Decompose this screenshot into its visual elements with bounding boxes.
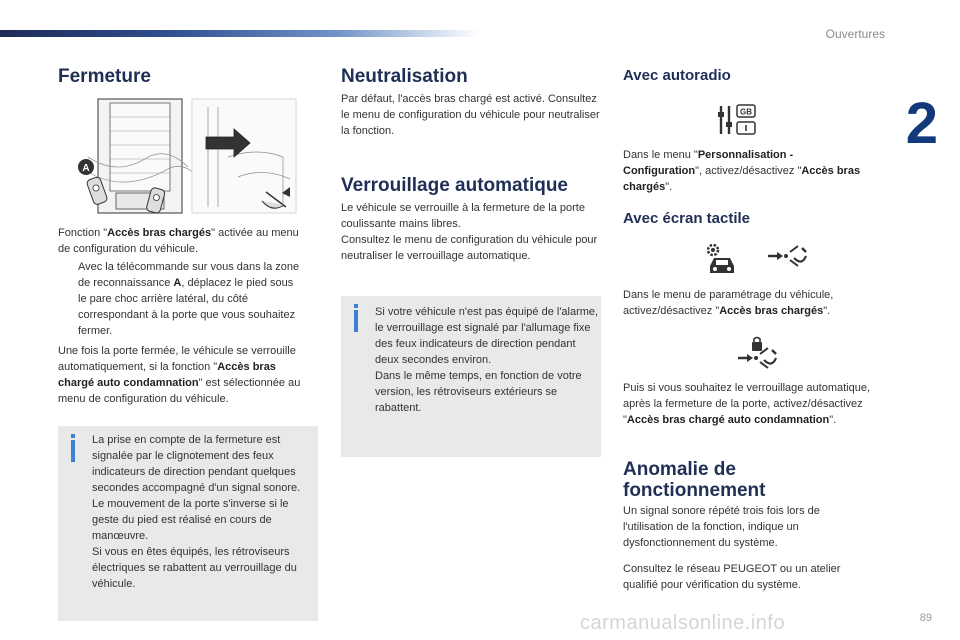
info-text-fermeture: La prise en compte de la fermeture est signalée par le clignotement des feux indicateurs de direction pendant quelques secondes accompagné d'un signal sonore. Le mouvement de la porte s'inverse si le geste du pied est réalisé en cours de manœuvre. Si vous en êtes équipés, les rétroviseurs électriques se rabattent au verrouillage du véhicule. — [92, 434, 301, 590]
anomalie-text: Un signal sonore répété trois fois lors de l'utilisation de la fonction, indique un dysfonctionnement du système. — [623, 505, 820, 549]
page-number: 89 — [919, 612, 932, 624]
neutralisation-text: Par défaut, l'accès bras chargé est activé. Consultez le menu de configuration du véhicule pour neutraliser la fonction. — [341, 93, 600, 137]
ecran-tactile-heading: Avec écran tactile — [623, 210, 751, 227]
fermeture-heading: Fermeture — [58, 66, 151, 87]
fermeture-intro: Fonction "Accès bras chargés" activée au menu de configuration du véhicule. — [58, 227, 299, 255]
fermeture-paragraph-2: Une fois la porte fermée, le véhicule se verrouille automatiquement, si la fonction "Accès bras chargé auto condamnation" est sélectionnée au menu de configuration du véhicule. — [58, 345, 301, 405]
autoradio-settings-icon — [716, 102, 758, 138]
gb-label: GB — [740, 107, 752, 117]
info-icon — [71, 440, 75, 462]
info-text-verrouillage: Si votre véhicule n'est pas équipé de l'alarme, le verrouillage est signalé par l'allumage fixe des feux indicateurs de direction pendant deux secondes environ. Dans le même temps, en fonction de votre version, les rétroviseurs extérieurs se rabattent. — [375, 306, 599, 414]
fermeture-bullet: Avec la télécommande sur vous dans la zone de reconnaissance A, déplacez le pied sous le pare choc arrière latéral, du côté correspondant à la porte que vous souhaitez fermer. — [78, 261, 300, 337]
vehicle-settings-icon — [704, 242, 740, 278]
autoradio-text: Dans le menu "Personnalisation - Configuration", activez/désactivez "Accès bras chargés". — [623, 149, 861, 193]
info-box-fermeture — [58, 426, 318, 621]
autoradio-heading: Avec autoradio — [623, 67, 731, 84]
hands-free-illustration — [58, 97, 298, 215]
chapter-number: 2 — [905, 91, 938, 156]
header-accent-bar — [0, 30, 480, 37]
watermark: carmanualsonline.info — [580, 612, 786, 634]
section-title: Ouvertures — [825, 27, 885, 41]
anomalie-contact-text: Consultez le réseau PEUGEOT ou un atelier qualifié pour vérification du système. — [623, 563, 841, 591]
info-box-verrouillage — [341, 296, 601, 457]
info-icon — [354, 310, 358, 332]
zone-label-a: A — [82, 163, 90, 174]
neutralisation-heading: Neutralisation — [341, 66, 468, 87]
auto-lock-text: Puis si vous souhaitez le verrouillage automatique, après la fermeture de la porte, activez/désactivez "Accès bras chargé auto condamnation". — [623, 382, 871, 426]
auto-lock-icon — [736, 336, 780, 374]
verrouillage-text: Le véhicule se verrouille à la fermeture de la porte coulissante mains libres. Consultez le menu de configuration du véhicule pour neutraliser le verrouillage automatique. — [341, 202, 598, 262]
hands-free-function-icon — [766, 242, 808, 274]
ecran-tactile-text: Dans le menu de paramétrage du véhicule, activez/désactivez "Accès bras chargés". — [623, 289, 834, 317]
verrouillage-heading: Verrouillage automatique — [341, 175, 568, 196]
anomalie-heading: Anomalie de fonctionnement — [623, 459, 766, 501]
